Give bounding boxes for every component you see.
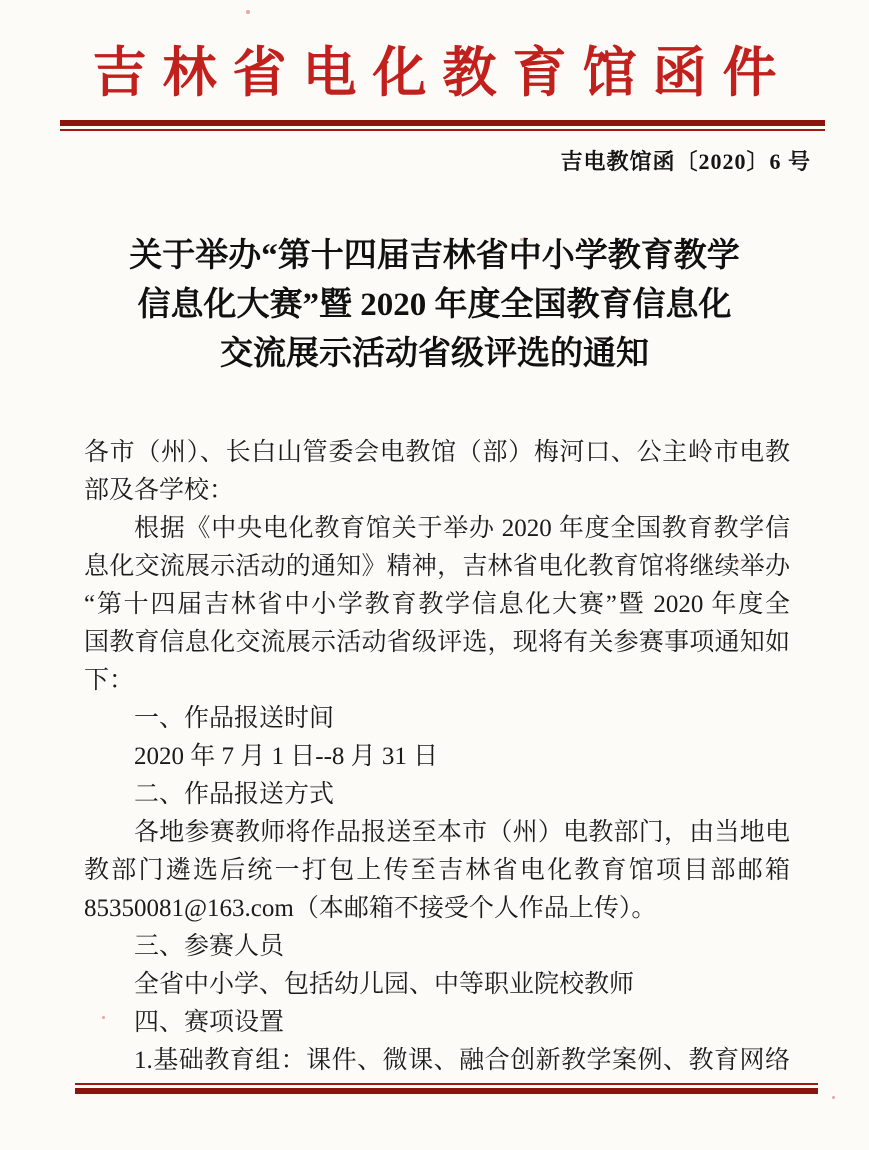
body-line-participants: 全省中小学、包括幼儿园、中等职业院校教师 xyxy=(134,971,635,998)
letterhead-org-title: 吉林省电化教育馆函件 xyxy=(92,43,793,103)
body-line-section-3: 三、参赛人员 xyxy=(134,933,285,960)
body-line-section-2: 二、作品报送方式 xyxy=(134,781,335,808)
body-line-intro-1: 根据《中央电化教育馆关于举办 2020 年度全国教育教学信 xyxy=(134,515,790,542)
body-line-salutation-2: 部及各学校： xyxy=(84,477,235,504)
body-line-intro-3: “第十四届吉林省中小学教育教学信息化大赛”暨 2020 年度全 xyxy=(84,591,790,618)
scan-speck xyxy=(832,1096,835,1099)
body-line-email: 85350081@163.com（本邮箱不接受个人作品上传）。 xyxy=(84,895,657,922)
body-line-method-2: 教部门遴选后统一打包上传至吉林省电化教育馆项目部邮箱 xyxy=(84,857,790,884)
body-line-date-range: 2020 年 7 月 1 日--8 月 31 日 xyxy=(134,743,439,770)
body-line-method-1: 各地参赛教师将作品报送至本市（州）电教部门，由当地电 xyxy=(134,819,790,846)
notice-title-line-3: 交流展示活动省级评选的通知 xyxy=(220,336,649,372)
page-footer-rule xyxy=(75,1083,818,1094)
scan-speck xyxy=(246,10,250,14)
body-line-intro-5: 下： xyxy=(84,667,135,694)
notice-title xyxy=(0,232,869,379)
body-line-section-4: 四、赛项设置 xyxy=(134,1009,285,1036)
body-line-category-1: 1.基础教育组：课件、微课、融合创新教学案例、教育网络 xyxy=(134,1047,790,1074)
notice-body xyxy=(84,434,790,1080)
scan-speck xyxy=(520,238,523,241)
doc-number: 吉电教馆函〔2020〕6 号 xyxy=(560,149,811,174)
scan-speck xyxy=(736,560,739,563)
body-line-intro-2: 息化交流展示活动的通知》精神，吉林省电化教育馆将继续举办 xyxy=(84,553,790,580)
body-line-section-1: 一、作品报送时间 xyxy=(134,705,335,732)
scan-speck xyxy=(102,1016,105,1019)
letterhead-rule-top xyxy=(60,120,825,131)
notice-title-line-1: 关于举办“第十四届吉林省中小学教育教学 xyxy=(129,238,740,274)
notice-title-line-2: 信息化大赛”暨 2020 年度全国教育信息化 xyxy=(137,287,732,323)
body-line-salutation-1: 各市（州）、长白山管委会电教馆（部）梅河口、公主岭市电教 xyxy=(84,439,790,466)
body-line-intro-4: 国教育信息化交流展示活动省级评选，现将有关参赛事项通知如 xyxy=(84,629,790,656)
